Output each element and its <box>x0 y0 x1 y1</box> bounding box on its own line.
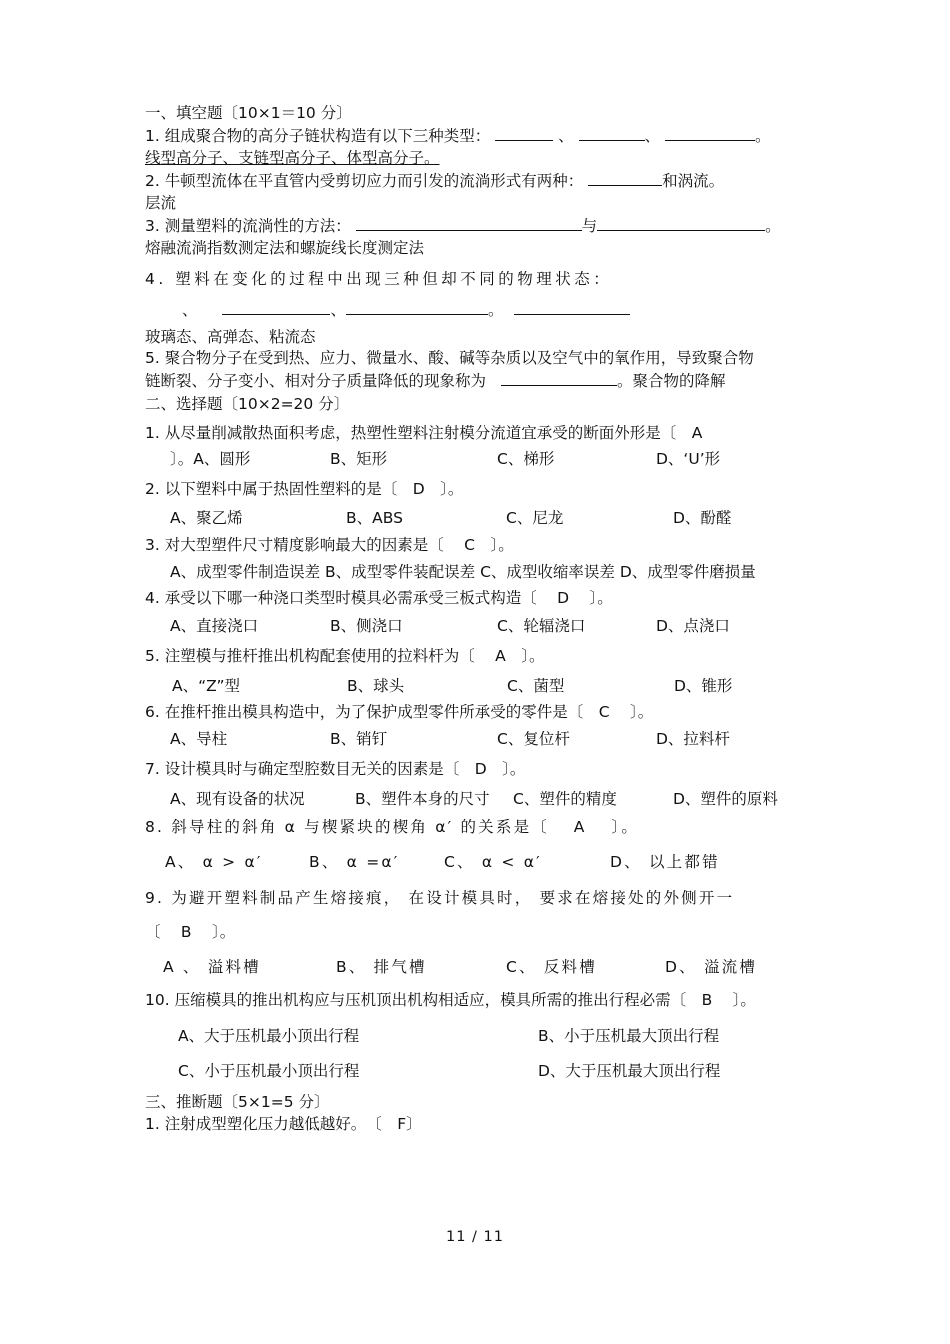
option-b: B、ABS <box>346 509 403 527</box>
question-1-4: 4. 塑料在变化的过程中出现三种但却不同的物理状态： <box>145 270 613 288</box>
page-number: 11 / 11 <box>445 1229 504 1245</box>
option-d: D、‘U’形 <box>656 450 721 468</box>
option-b: B、 α =α′ <box>309 853 400 871</box>
option-c: C、尼龙 <box>506 509 564 527</box>
option-a: A、 α > α′ <box>165 853 263 871</box>
option-d: D、酚醛 <box>673 509 732 527</box>
option-c: C、小于压机最小顶出行程 <box>178 1062 360 1080</box>
option-a: A、大于压机最小顶出行程 <box>178 1027 360 1045</box>
option-a: A、导柱 <box>170 730 228 748</box>
option-a: A 、 溢料槽 <box>163 958 261 976</box>
answer-1-3: 熔融流淌指数测定法和螺旋线长度测定法 <box>145 239 425 257</box>
question-1-3: 3. 测量塑料的流淌性的方法： 与 。 <box>145 217 781 235</box>
section-1-title: 一、填空题〔10×1＝10 分〕 <box>145 104 352 122</box>
option-a: A、现有设备的状况 <box>170 790 305 808</box>
option-d: D、 溢流槽 <box>665 958 758 976</box>
option-a: A、聚乙烯 <box>170 509 243 527</box>
question-1-1: 1. 组成聚合物的高分子链状构造有以下三种类型： 、 、 。 <box>145 127 771 145</box>
question-2-7: 7. 设计模具时与确定型腔数目无关的因素是〔 D 〕。 <box>145 760 526 778</box>
option-b: B、侧浇口 <box>330 617 403 635</box>
option-b: B、塑件本身的尺寸 <box>355 790 490 808</box>
question-2-3-options: A、成型零件制造误差 B、成型零件装配误差 C、成型收缩率误差 D、成型零件磨损量 <box>170 563 756 581</box>
option-b: B、球头 <box>347 677 405 695</box>
option-a: A、“Z”型 <box>172 677 241 695</box>
question-2-10: 10. 压缩模具的推出机构应与压机顶出机构相适应，模具所需的推出行程必需〔 B 〕。 <box>145 991 756 1009</box>
question-2-9: 9. 为避开塑料制品产生熔接痕， 在设计模具时， 要求在熔接处的外侧开一 <box>145 889 735 907</box>
option-d: D、拉料杆 <box>656 730 730 748</box>
option-d: D、塑件的原料 <box>673 790 778 808</box>
option-c: C、梯形 <box>497 450 555 468</box>
question-3-1: 1. 注射成型塑化压力越低越好。 〔 F〕 <box>145 1115 422 1133</box>
option-d: D、点浇口 <box>656 617 730 635</box>
option-c: C、轮辐浇口 <box>497 617 586 635</box>
option-c: C、塑件的精度 <box>513 790 617 808</box>
option-d: D、大于压机最大顶出行程 <box>538 1062 721 1080</box>
section-2-title: 二、选择题〔10×2=20 分〕 <box>145 395 350 413</box>
section-3-title: 三、推断题〔5×1=5 分〕 <box>145 1093 330 1111</box>
question-2-1-line2: 〕。A、圆形 <box>170 450 251 468</box>
option-a: A、直接浇口 <box>170 617 259 635</box>
answer-1-4: 玻璃态、高弹态、粘流态 <box>145 328 316 346</box>
question-1-2: 2. 牛顿型流体在平直管内受剪切应力而引发的流淌形式有两种： 和涡流。 <box>145 172 725 190</box>
question-2-3: 3. 对大型塑件尺寸精度影响最大的因素是〔 C 〕。 <box>145 536 514 554</box>
question-2-9-line2: 〔 B 〕。 <box>145 923 236 941</box>
question-1-5: 5. 聚合物分子在受到热、应力、微量水、酸、碱等杂质以及空气中的氧作用，导致聚合物 <box>145 349 754 367</box>
option-c: C、复位杆 <box>497 730 570 748</box>
option-b: B、 排气槽 <box>336 958 427 976</box>
option-c: C、菌型 <box>507 677 565 695</box>
answer-1-1: 线型高分子、支链型高分子、体型高分子。 <box>145 149 440 167</box>
option-b: B、销钉 <box>330 730 388 748</box>
answer-1-2: 层流 <box>145 194 177 212</box>
question-2-5: 5. 注塑模与推杆推出机构配套使用的拉料杆为〔 A 〕。 <box>145 647 545 665</box>
option-d: D、 以上都错 <box>610 853 720 871</box>
option-b: B、小于压机最大顶出行程 <box>538 1027 720 1045</box>
question-2-6: 6. 在推杆推出模具构造中，为了保护成型零件所承受的零件是〔 C 〕。 <box>145 703 654 721</box>
option-c: C、 α < α′ <box>444 853 542 871</box>
option-d: D、锥形 <box>674 677 733 695</box>
option-c: C、 反料槽 <box>506 958 597 976</box>
question-1-5-line2: 链断裂、分子变小、相对分子质量降低的现象称为 。聚合物的降解 <box>145 372 726 390</box>
question-2-4: 4. 承受以下哪一种浇口类型时模具必需承受三板式构造〔 D 〕。 <box>145 589 613 607</box>
question-2-8: 8. 斜导柱的斜角 α 与楔紧块的楔角 α′ 的关系是〔 A 〕。 <box>145 818 640 836</box>
question-1-4-blanks: 、 、 。 <box>182 300 630 320</box>
question-2-1: 1. 从尽量削减散热面积考虑，热塑性塑料注射模分流道宜承受的断面外形是〔 A <box>145 424 703 442</box>
option-b: B、矩形 <box>330 450 388 468</box>
question-2-2: 2. 以下塑料中属于热固性塑料的是〔 D 〕。 <box>145 480 464 498</box>
